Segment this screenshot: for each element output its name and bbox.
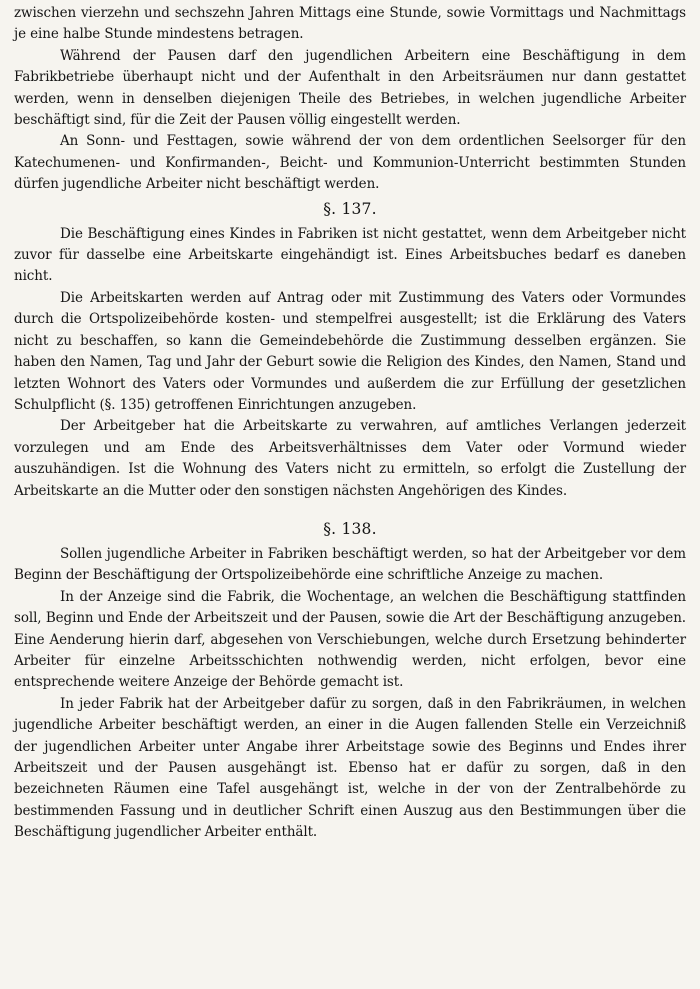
paragraph-137-3: Der Arbeitgeber hat die Arbeitskarte zu verwahren, auf amtliches Verlangen jederzeit vorzulegen und am Ende des Arbeitsverhältnisses dem Vater oder Vormund wieder auszuhändigen. Ist die Wohnung des Vaters nicht zu ermitteln, so erfolgt die Zustellung der Arbeitskarte an die Mutter oder den sonstigen nächsten Angehörigen des Kindes. <box>14 418 686 499</box>
paragraph-138-2: In der Anzeige sind die Fabrik, die Wochentage, an welchen die Beschäftigung stattfinden soll, Beginn und Ende der Arbeitszeit und der Pausen, sowie die Art der Beschäftigung anzugeben. Eine Aenderung hierin darf, abgesehen von Verschiebungen, welche durch Ersetzung behinderter Arbeiter für einzelne Arbeitsschichten nothwendig werden, nicht erfolgen, bevor eine entsprechende weitere Anzeige der Behörde gemacht ist. <box>14 588 686 691</box>
section-heading-137: §. 137. <box>323 199 377 218</box>
paragraph-137-2: Die Arbeitskarten werden auf Antrag oder mit Zustimmung des Vaters oder Vormundes durch die Ortspolizeibehörde kosten- und stempelfrei ausgestellt; ist die Erklärung des Vaters nicht zu beschaffen, so kann die Gemeindebehörde die Zustimmung desselben ergänzen. Sie haben den Namen, Tag und Jahr der Geburt sowie die Religion des Kindes, den Namen, Stand und letzten Wohnort des Vaters oder Vormundes und außerdem die zur Erfüllung der gesetzlichen Schulpflicht (§. 135) getroffenen Einrichtungen anzugeben. <box>14 289 686 413</box>
paragraph-pauses-rule: Während der Pausen darf den jugendlichen Arbeitern eine Beschäftigung in dem Fabrikbetriebe überhaupt nicht und der Aufenthalt in den Arbeitsräumen nur dann gestattet werden, wenn in denselben diejenigen Theile des Betriebes, in welchen jugendliche Arbeiter beschäftigt sind, für die Zeit der Pausen völlig eingestellt werden. <box>14 47 686 129</box>
section-heading-138: §. 138. <box>323 519 377 538</box>
paragraph-continuation-pauses: zwischen vierzehn und sechszehn Jahren Mittags eine Stunde, sowie Vormittags und Nachmittags je eine halbe Stunde mindestens betragen. <box>14 5 686 43</box>
paragraph-137-1: Die Beschäftigung eines Kindes in Fabriken ist nicht gestattet, wenn dem Arbeitgeber nicht zuvor für dasselbe eine Arbeitskarte eingehändigt ist. Eines Arbeitsbuches bedarf es daneben nicht. <box>14 225 686 285</box>
paragraph-138-1: Sollen jugendliche Arbeiter in Fabriken beschäftigt werden, so hat der Arbeitgeber vor dem Beginn der Beschäftigung der Ortspolizeibehörde eine schriftliche Anzeige zu machen. <box>14 545 686 584</box>
paragraph-138-3: In jeder Fabrik hat der Arbeitgeber dafür zu sorgen, daß in den Fabrikräumen, in welchen jugendliche Arbeiter beschäftigt werden, an einer in die Augen fallenden Stelle ein Verzeichniß der jugendlichen Arbeiter unter Angabe ihrer Arbeitstage sowie des Beginns und Endes ihrer Arbeitszeit und der Pausen ausgehängt ist. Ebenso hat er dafür zu sorgen, daß in den bezeichneten Räumen eine Tafel ausgehängt ist, welche in der von der Zentralbehörde zu bestimmenden Fassung und in deutlicher Schrift einen Auszug aus den Bestimmungen über die Beschäftigung jugendlicher Arbeiter enthält. <box>14 695 686 841</box>
paragraph-sundays-rule: An Sonn- und Festtagen, sowie während der von dem ordentlichen Seelsorger für den Katechumenen- und Konfirmanden-, Beicht- und Kommunion-Unterricht bestimmten Stunden dürfen jugendliche Arbeiter nicht beschäftigt werden. <box>14 133 686 193</box>
